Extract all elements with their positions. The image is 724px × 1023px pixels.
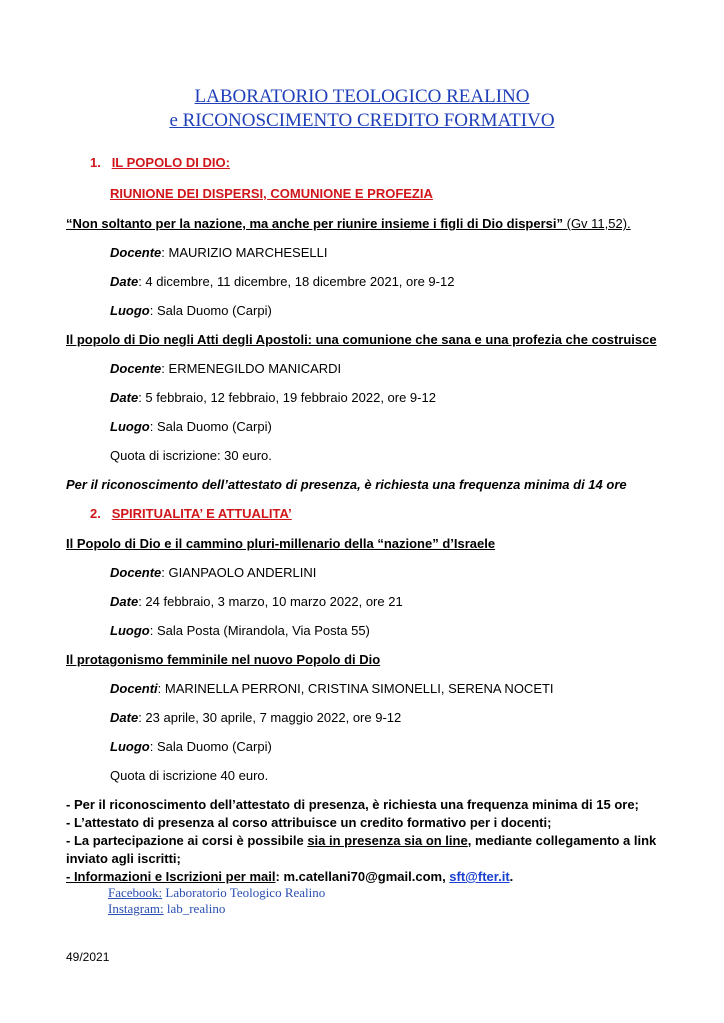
docente-value: : GIANPAOLO ANDERLINI (161, 565, 317, 580)
email-link[interactable]: sft@fter.it (449, 869, 510, 884)
section-2-number: 2. (90, 506, 101, 521)
facebook-label: Facebook: (108, 885, 163, 900)
course-1-docente (110, 245, 327, 260)
date-value: : 24 febbraio, 3 marzo, 10 marzo 2022, ore 21 (138, 594, 403, 609)
course-1-date (110, 274, 454, 289)
note-3-a: - La partecipazione ai corsi è possibile (66, 833, 308, 848)
luogo-label: Luogo (110, 623, 150, 638)
luogo-label: Luogo (110, 303, 150, 318)
docente-label: Docente (110, 361, 162, 376)
luogo-label: Luogo (110, 739, 150, 754)
section-2-course-1-date (110, 594, 403, 609)
date-label: Date (110, 274, 139, 289)
course-2-luogo (110, 419, 272, 434)
section-2-course-1-docente (110, 565, 316, 580)
luogo-value: : Sala Posta (Mirandola, Via Posta 55) (149, 623, 370, 638)
note-4-email: : m.catellani70@gmail.com, (275, 869, 450, 884)
footer-code: 49/2021 (66, 950, 110, 964)
date-label: Date (110, 594, 139, 609)
section-2-course-2-title: Il protagonismo femminile nel nuovo Popolo di Dio (66, 652, 381, 667)
section-2-course-2-luogo (110, 739, 272, 754)
section-2-title: SPIRITUALITA’ E ATTUALITA’ (111, 506, 292, 521)
date-value: : 4 dicembre, 11 dicembre, 18 dicembre 2021, ore 9-12 (138, 274, 455, 289)
note-4-label: - Informazioni e Iscrizioni per mail (66, 869, 276, 884)
note-2: - L’attestato di presenza al corso attribuisce un credito formativo per i docenti; (66, 815, 552, 830)
section-2-course-2-docenti (110, 681, 554, 696)
docente-label: Docente (110, 245, 162, 260)
docente-label: Docente (110, 565, 162, 580)
note-3-c: , mediante collegamento a link (467, 833, 657, 848)
title-line-2: e RICONOSCIMENTO CREDITO FORMATIVO (169, 110, 555, 131)
section-1-fee: Quota di iscrizione: 30 euro. (110, 448, 272, 463)
docenti-value: : MARINELLA PERRONI, CRISTINA SIMONELLI, SERENA NOCETI (157, 681, 554, 696)
instagram-value: lab_realino (163, 901, 226, 916)
course-2-docente (110, 361, 341, 376)
luogo-value: : Sala Duomo (Carpi) (149, 419, 272, 434)
facebook-value: Laboratorio Teologico Realino (162, 885, 326, 900)
docente-value: : ERMENEGILDO MANICARDI (161, 361, 342, 376)
luogo-value: : Sala Duomo (Carpi) (149, 739, 272, 754)
section-1-note: Per il riconoscimento dell’attestato di presenza, è richiesta una frequenza minima di 14 ore (66, 477, 627, 492)
note-3-cont: inviato agli iscritti; (66, 851, 181, 866)
course-1-luogo (110, 303, 272, 318)
note-3 (66, 833, 656, 848)
section-1-title: IL POPOLO DI DIO: (111, 155, 230, 170)
note-1: - Per il riconoscimento dell’attestato di presenza, è richiesta una frequenza minima di 15 ore; (66, 797, 639, 812)
section-2-fee: Quota di iscrizione 40 euro. (110, 768, 269, 783)
section-1-quote (66, 216, 631, 231)
title-line-1: LABORATORIO TEOLOGICO REALINO (194, 86, 530, 107)
instagram-label: Instagram: (108, 901, 164, 916)
note-4 (66, 869, 513, 884)
facebook-line[interactable] (108, 885, 325, 901)
section-2-heading (90, 506, 292, 521)
section-2-course-1-luogo (110, 623, 370, 638)
date-label: Date (110, 710, 139, 725)
section-1-number: 1. (90, 155, 101, 170)
instagram-line[interactable] (108, 901, 225, 917)
docente-value: : MAURIZIO MARCHESELLI (161, 245, 328, 260)
docenti-label: Docenti (110, 681, 158, 696)
date-label: Date (110, 390, 139, 405)
luogo-label: Luogo (110, 419, 150, 434)
quote-ref: (Gv 11,52). (563, 216, 631, 231)
note-3-b: sia in presenza sia on line (307, 833, 468, 848)
section-1-subheading: RIUNIONE DEI DISPERSI, COMUNIONE E PROFEZIA (110, 186, 433, 201)
date-value: : 5 febbraio, 12 febbraio, 19 febbraio 2022, ore 9-12 (138, 390, 436, 405)
section-2-course-1-title: Il Popolo di Dio e il cammino pluri-millenario della “nazione” d’Israele (66, 536, 496, 551)
luogo-value: : Sala Duomo (Carpi) (149, 303, 272, 318)
section-2-course-2-date (110, 710, 401, 725)
course-2-title: Il popolo di Dio negli Atti degli Apostoli: una comunione che sana e una profezia che costruisce (66, 332, 657, 347)
note-4-end: . (509, 869, 514, 884)
section-1-heading (90, 155, 230, 170)
date-value: : 23 aprile, 30 aprile, 7 maggio 2022, ore 9-12 (138, 710, 402, 725)
course-2-date (110, 390, 436, 405)
quote-text: “Non soltanto per la nazione, ma anche per riunire insieme i figli di Dio dispersi” (66, 216, 563, 231)
